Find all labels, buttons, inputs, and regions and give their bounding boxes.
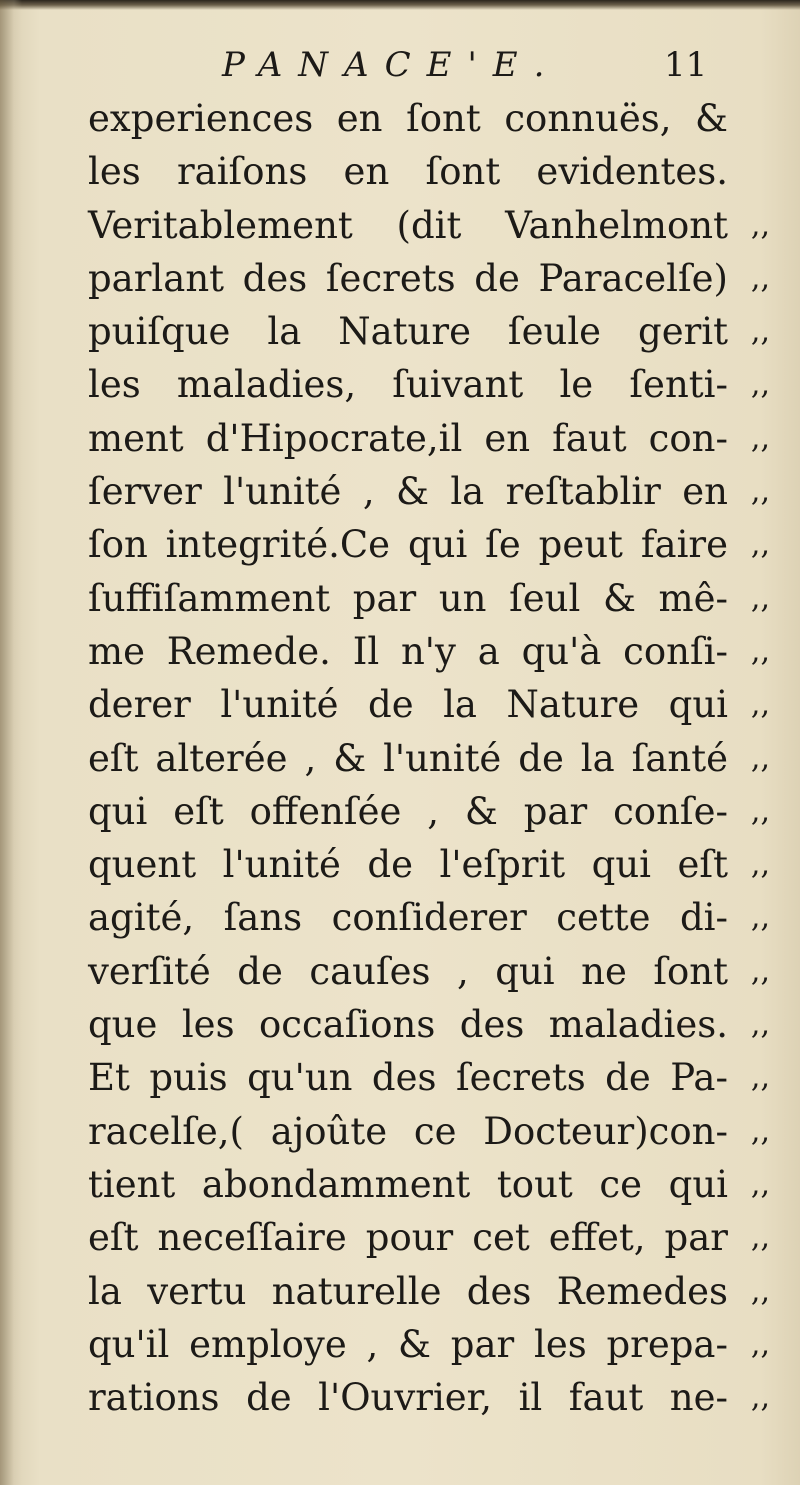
page-header	[0, 40, 800, 90]
line-text: racelſe,( ajoûte ce Docteur)con-	[88, 1109, 728, 1153]
line-text: qu'il employe , & par les prepa-	[88, 1322, 728, 1366]
page-top-edge	[0, 0, 800, 10]
quotation-mark: ,,	[750, 953, 770, 989]
line-text: ſerver l'unité , & la reſtablir en	[88, 470, 728, 514]
text-line	[88, 252, 778, 305]
text-line	[88, 145, 778, 198]
text-line	[88, 358, 778, 411]
quotation-mark: ,,	[750, 260, 770, 296]
text-line	[88, 572, 778, 625]
text-line	[88, 945, 778, 998]
line-text: agité, ſans conſiderer cette di-	[88, 896, 728, 940]
text-line	[88, 199, 778, 252]
text-line	[88, 305, 778, 358]
line-text: tient abondamment tout ce qui	[88, 1162, 728, 1206]
text-line	[88, 891, 778, 944]
text-line	[88, 838, 778, 891]
line-text: la vertu naturelle des Remedes	[88, 1269, 728, 1313]
line-text: me Remede. Il n'y a qu'à conſi-	[88, 629, 728, 673]
page-gutter-shadow	[0, 0, 22, 1485]
line-text: les maladies, ſuivant le ſenti-	[88, 363, 728, 407]
line-text: puiſque la Nature ſeule gerit	[88, 310, 728, 354]
line-text: experiences en ſont connuës, &	[88, 97, 728, 140]
quotation-mark: ,,	[750, 1007, 770, 1043]
quotation-mark: ,,	[750, 367, 770, 403]
text-line	[88, 1105, 778, 1158]
quotation-mark: ,,	[750, 847, 770, 883]
text-line	[88, 1158, 778, 1211]
text-line	[88, 465, 778, 518]
quotation-mark: ,,	[750, 1220, 770, 1256]
quotation-mark: ,,	[750, 1113, 770, 1149]
quotation-mark: ,,	[750, 740, 770, 776]
quotation-mark: ,,	[750, 1166, 770, 1202]
quotation-mark: ,,	[750, 420, 770, 456]
quotation-mark: ,,	[750, 314, 770, 350]
quotation-mark: ,,	[750, 474, 770, 510]
quotation-mark: ,,	[750, 793, 770, 829]
body-text	[88, 92, 778, 1424]
page-number: 11	[664, 45, 708, 85]
line-text: ſuffiſamment par un ſeul & mê-	[88, 576, 728, 620]
text-line	[88, 1265, 778, 1318]
line-text: parlant des ſecrets de Paracelſe)	[88, 256, 728, 300]
line-text: verſité de cauſes , qui ne ſont	[88, 949, 728, 993]
text-line	[88, 785, 778, 838]
quotation-mark: ,,	[750, 1380, 770, 1416]
quotation-mark: ,,	[750, 207, 770, 243]
line-text: eſt neceſſaire pour cet effet, par	[88, 1216, 728, 1260]
text-line	[88, 1051, 778, 1104]
quotation-mark: ,,	[750, 1326, 770, 1362]
quotation-mark: ,,	[750, 687, 770, 723]
running-title: PANACE'E.	[222, 45, 561, 85]
quotation-mark: ,,	[750, 527, 770, 563]
quotation-mark: ,,	[750, 1273, 770, 1309]
text-line	[88, 678, 778, 731]
text-line	[88, 1318, 778, 1371]
text-line	[88, 625, 778, 678]
quotation-mark: ,,	[750, 580, 770, 616]
text-line	[88, 1211, 778, 1264]
line-text: derer l'unité de la Nature qui	[88, 683, 728, 727]
line-text: Veritablement (dit Vanhelmont	[88, 203, 728, 247]
text-line	[88, 998, 778, 1051]
line-text: eſt alterée , & l'unité de la ſanté	[88, 736, 728, 780]
quotation-mark: ,,	[750, 900, 770, 936]
line-text: qui eſt offenſée , & par conſe-	[88, 789, 728, 833]
line-text: Et puis qu'un des ſecrets de Pa-	[88, 1056, 728, 1100]
line-text: les raiſons en ſont evidentes.	[88, 150, 728, 194]
quotation-mark: ,,	[750, 1060, 770, 1096]
quotation-mark: ,,	[750, 633, 770, 669]
line-text: ſon integrité.Ce qui ſe peut faire	[88, 523, 728, 567]
text-line	[88, 518, 778, 571]
line-text: rations de l'Ouvrier, il faut ne-	[88, 1376, 728, 1420]
text-line	[88, 92, 778, 145]
text-line	[88, 412, 778, 465]
text-line	[88, 1371, 778, 1424]
line-text: que les occaſions des maladies.	[88, 1003, 728, 1047]
text-line	[88, 732, 778, 785]
line-text: quent l'unité de l'eſprit qui eſt	[88, 843, 728, 887]
line-text: ment d'Hipocrate,il en faut con-	[88, 416, 728, 460]
